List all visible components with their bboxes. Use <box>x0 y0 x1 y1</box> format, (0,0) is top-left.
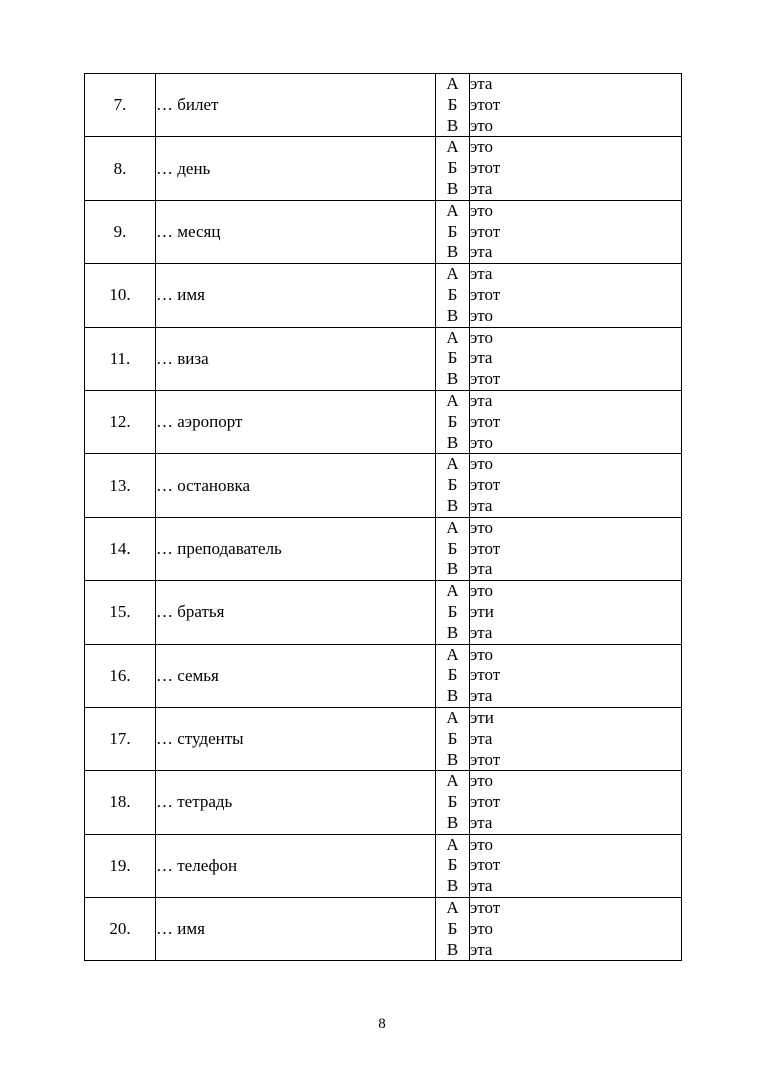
answer-option-a: это <box>470 327 494 347</box>
answer-letter-c: В <box>446 559 459 579</box>
answer-letters <box>436 517 470 580</box>
question-word: … тетрадь <box>156 771 436 834</box>
answer-letter-b: Б <box>447 728 458 748</box>
question-number: 15. <box>85 581 156 644</box>
answer-option-b: этот <box>470 855 501 875</box>
answer-letters <box>436 898 470 961</box>
answer-letter-a: А <box>446 264 459 284</box>
question-number: 16. <box>85 644 156 707</box>
answer-option-a: эта <box>470 390 493 410</box>
answer-option-a: эта <box>470 264 493 284</box>
question-number: 19. <box>85 834 156 897</box>
answer-letter-c: В <box>446 305 459 325</box>
question-row <box>85 74 682 137</box>
question-word: … аэропорт <box>156 390 436 453</box>
answer-letter-a: А <box>446 200 459 220</box>
answer-option-b: эта <box>470 728 493 748</box>
answer-letter-a: А <box>446 707 459 727</box>
question-row <box>85 644 682 707</box>
question-number: 17. <box>85 707 156 770</box>
answer-option-c: это <box>470 432 494 452</box>
answer-option-a: это <box>470 771 494 791</box>
answer-letter-a: А <box>446 74 459 93</box>
answer-letter-a: А <box>446 834 459 854</box>
answer-letter-a: А <box>446 137 459 157</box>
answer-letter-b: Б <box>447 792 458 812</box>
answer-option-b: эти <box>470 601 494 621</box>
answer-option-b: этот <box>470 665 501 685</box>
question-row <box>85 517 682 580</box>
answer-letter-c: В <box>446 749 459 769</box>
answer-letter-b: Б <box>447 855 458 875</box>
answer-options <box>470 517 682 580</box>
answer-option-c: этот <box>470 369 501 389</box>
answer-options <box>470 834 682 897</box>
question-number: 11. <box>85 327 156 390</box>
answer-option-a: эти <box>470 707 494 727</box>
answer-letter-b: Б <box>447 665 458 685</box>
answer-letter-c: В <box>446 686 459 706</box>
question-word: … виза <box>156 327 436 390</box>
answer-options <box>470 898 682 961</box>
answer-option-c: эта <box>470 876 493 896</box>
answer-letter-b: Б <box>447 475 458 495</box>
answer-option-c: эта <box>470 939 493 959</box>
answer-option-c: эта <box>470 178 493 198</box>
answer-option-c: это <box>470 305 494 325</box>
answer-letter-a: А <box>446 327 459 347</box>
answer-option-c: эта <box>470 495 493 515</box>
answer-letter-c: В <box>446 115 459 135</box>
quiz-table-body <box>85 74 682 961</box>
answer-letter-c: В <box>446 242 459 262</box>
answer-letter-c: В <box>446 369 459 389</box>
answer-letter-b: Б <box>447 918 458 938</box>
question-word: … братья <box>156 581 436 644</box>
answer-letters <box>436 707 470 770</box>
question-row <box>85 327 682 390</box>
answer-options <box>470 74 682 137</box>
answer-letter-c: В <box>446 876 459 896</box>
answer-option-b: этот <box>470 158 501 178</box>
answer-options <box>470 137 682 200</box>
question-row <box>85 834 682 897</box>
quiz-table <box>84 73 682 961</box>
answer-option-b: этот <box>470 284 501 304</box>
question-number: 7. <box>85 74 156 137</box>
answer-letters <box>436 200 470 263</box>
answer-options <box>470 327 682 390</box>
question-row <box>85 771 682 834</box>
answer-options <box>470 454 682 517</box>
answer-letters <box>436 137 470 200</box>
question-number: 13. <box>85 454 156 517</box>
question-word: … студенты <box>156 707 436 770</box>
answer-options <box>470 707 682 770</box>
answer-option-a: это <box>470 834 494 854</box>
answer-letter-b: Б <box>447 348 458 368</box>
question-row <box>85 137 682 200</box>
question-word: … телефон <box>156 834 436 897</box>
answer-option-b: этот <box>470 792 501 812</box>
question-number: 20. <box>85 898 156 961</box>
answer-letter-b: Б <box>447 538 458 558</box>
question-row <box>85 581 682 644</box>
question-word: … имя <box>156 898 436 961</box>
answer-letter-c: В <box>446 622 459 642</box>
answer-letters <box>436 771 470 834</box>
answer-option-c: эта <box>470 242 493 262</box>
answer-option-c: это <box>470 115 494 135</box>
answer-letter-a: А <box>446 581 459 601</box>
answer-letters <box>436 390 470 453</box>
answer-option-b: этот <box>470 538 501 558</box>
answer-letter-a: А <box>446 771 459 791</box>
question-number: 14. <box>85 517 156 580</box>
answer-letters <box>436 74 470 137</box>
answer-options <box>470 264 682 327</box>
question-number: 12. <box>85 390 156 453</box>
answer-letter-c: В <box>446 432 459 452</box>
answer-option-c: эта <box>470 812 493 832</box>
question-row <box>85 264 682 327</box>
answer-letter-b: Б <box>447 284 458 304</box>
answer-letter-b: Б <box>447 221 458 241</box>
answer-option-a: это <box>470 200 494 220</box>
question-number: 18. <box>85 771 156 834</box>
answer-option-a: этот <box>470 898 501 918</box>
answer-letters <box>436 264 470 327</box>
answer-letter-a: А <box>446 390 459 410</box>
answer-option-a: это <box>470 137 494 157</box>
answer-letter-b: Б <box>447 601 458 621</box>
question-row <box>85 707 682 770</box>
question-word: … остановка <box>156 454 436 517</box>
question-row <box>85 454 682 517</box>
answer-option-b: этот <box>470 475 501 495</box>
question-word: … имя <box>156 264 436 327</box>
answer-option-a: эта <box>470 74 493 93</box>
answer-option-c: эта <box>470 622 493 642</box>
answer-letters <box>436 834 470 897</box>
answer-letters <box>436 327 470 390</box>
answer-option-a: это <box>470 454 494 474</box>
question-word: … день <box>156 137 436 200</box>
answer-options <box>470 390 682 453</box>
question-number: 9. <box>85 200 156 263</box>
question-word: … месяц <box>156 200 436 263</box>
question-number: 10. <box>85 264 156 327</box>
answer-option-b: этот <box>470 221 501 241</box>
answer-letter-b: Б <box>447 158 458 178</box>
answer-options <box>470 771 682 834</box>
answer-letter-c: В <box>446 939 459 959</box>
answer-option-b: эта <box>470 348 493 368</box>
answer-option-a: это <box>470 517 494 537</box>
answer-options <box>470 644 682 707</box>
answer-letter-a: А <box>446 454 459 474</box>
answer-option-a: это <box>470 581 494 601</box>
answer-letter-c: В <box>446 178 459 198</box>
answer-letter-b: Б <box>447 94 458 114</box>
answer-option-b: это <box>470 918 494 938</box>
answer-option-b: этот <box>470 94 501 114</box>
question-row <box>85 200 682 263</box>
answer-options <box>470 581 682 644</box>
answer-letter-a: А <box>446 898 459 918</box>
answer-letters <box>436 454 470 517</box>
question-number: 8. <box>85 137 156 200</box>
answer-letter-a: А <box>446 644 459 664</box>
answer-option-b: этот <box>470 411 501 431</box>
answer-letter-a: А <box>446 517 459 537</box>
answer-options <box>470 200 682 263</box>
question-word: … семья <box>156 644 436 707</box>
question-row <box>85 390 682 453</box>
answer-option-c: эта <box>470 559 493 579</box>
answer-option-c: этот <box>470 749 501 769</box>
question-word: … билет <box>156 74 436 137</box>
answer-letter-c: В <box>446 495 459 515</box>
answer-letters <box>436 581 470 644</box>
question-word: … преподаватель <box>156 517 436 580</box>
question-row <box>85 898 682 961</box>
answer-option-a: это <box>470 644 494 664</box>
answer-letters <box>436 644 470 707</box>
page-number: 8 <box>378 1016 386 1032</box>
answer-option-c: эта <box>470 686 493 706</box>
answer-letter-c: В <box>446 812 459 832</box>
answer-letter-b: Б <box>447 411 458 431</box>
